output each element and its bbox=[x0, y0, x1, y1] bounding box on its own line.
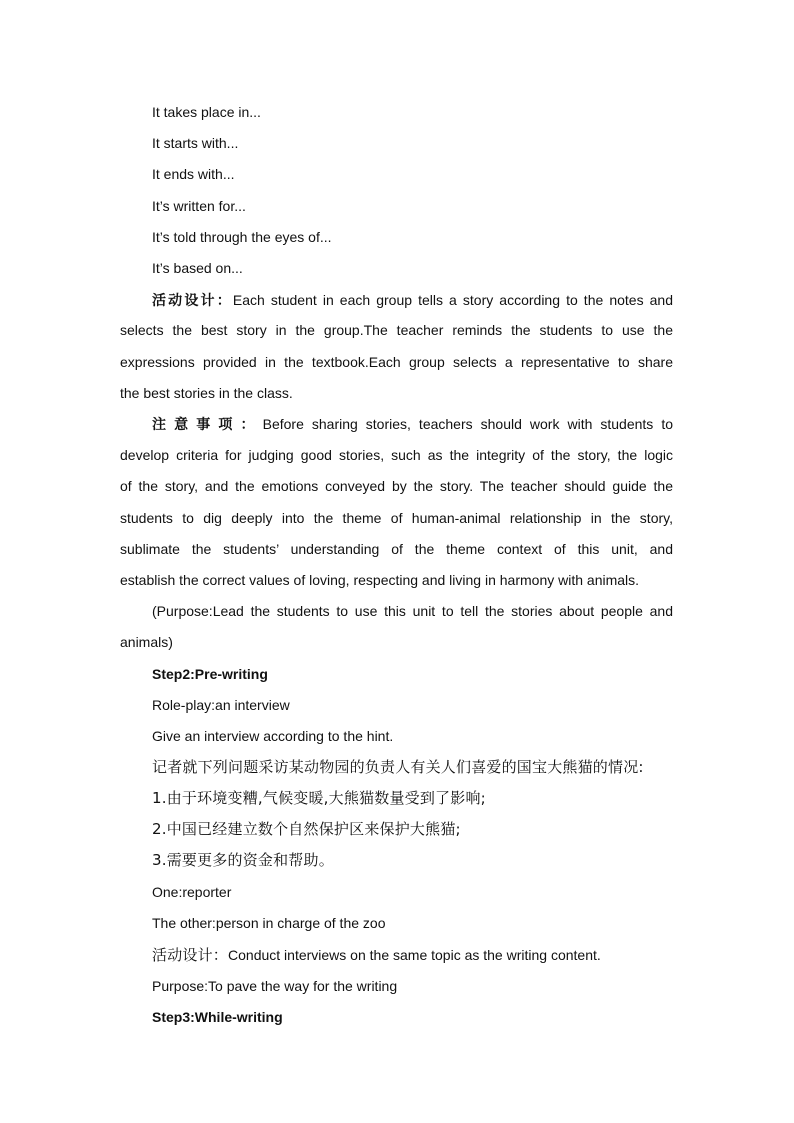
phrase-line: It takes place in... bbox=[152, 104, 261, 120]
activity-paragraph-line: selects the best story in the group.The teacher reminds the students to use the bbox=[120, 322, 673, 338]
notes-paragraph-line: sublimate the students’ understanding of the theme context of this unit, and bbox=[120, 541, 673, 557]
phrase-line: It’s written for... bbox=[152, 198, 246, 214]
phrase-line: It starts with... bbox=[152, 135, 239, 151]
step3-heading: Step3:While-writing bbox=[152, 1009, 283, 1025]
chinese-point: 3.需要更多的资金和帮助。 bbox=[152, 851, 334, 869]
activity-label: 活动设计： bbox=[152, 293, 233, 309]
role-one-line: One:reporter bbox=[152, 884, 232, 900]
notes-label: 注意事项： bbox=[152, 417, 263, 433]
purpose-paragraph-line: animals) bbox=[120, 634, 173, 650]
notes-paragraph-line: students to dig deeply into the theme of human-animal relationship in the story, bbox=[120, 510, 673, 526]
phrase-line: It ends with... bbox=[152, 166, 235, 182]
activity-line: 活动设计：Conduct interviews on the same topic as the writing content. bbox=[152, 946, 601, 964]
phrase-line: It’s told through the eyes of... bbox=[152, 229, 332, 245]
activity-paragraph-line: 活动设计：Each student in each group tells a story according to the notes and bbox=[152, 292, 673, 309]
chinese-point: 2.中国已经建立数个自然保护区来保护大熊猫; bbox=[152, 820, 461, 838]
role-other-line: The other:person in charge of the zoo bbox=[152, 915, 386, 931]
purpose-line: Purpose:To pave the way for the writing bbox=[152, 978, 398, 994]
notes-paragraph-line: 注意事项：Before sharing stories, teachers should work with students to bbox=[152, 416, 673, 433]
step2-heading: Step2:Pre-writing bbox=[152, 666, 268, 682]
activity-label: 活动设计： bbox=[152, 946, 229, 964]
roleplay-line: Role-play:an interview bbox=[152, 697, 290, 713]
phrase-line: It’s based on... bbox=[152, 260, 243, 276]
purpose-paragraph-line: (Purpose:Lead the students to use this unit to tell the stories about people and bbox=[152, 603, 673, 619]
chinese-point: 1.由于环境变糟,气候变暖,大熊猫数量受到了影响; bbox=[152, 789, 486, 807]
activity-paragraph-line: the best stories in the class. bbox=[120, 385, 293, 401]
notes-paragraph-line: develop criteria for judging good stories, such as the integrity of the story, the logic bbox=[120, 447, 673, 463]
chinese-intro: 记者就下列问题采访某动物园的负责人有关人们喜爱的国宝大熊猫的情况: bbox=[152, 758, 644, 776]
instruction-line: Give an interview according to the hint. bbox=[152, 728, 394, 744]
notes-paragraph-line: of the story, and the emotions conveyed by the story. The teacher should guide the bbox=[120, 478, 673, 494]
notes-paragraph-line: establish the correct values of loving, respecting and living in harmony with animals. bbox=[120, 572, 640, 588]
activity-paragraph-line: expressions provided in the textbook.Each group selects a representative to share bbox=[120, 354, 673, 370]
